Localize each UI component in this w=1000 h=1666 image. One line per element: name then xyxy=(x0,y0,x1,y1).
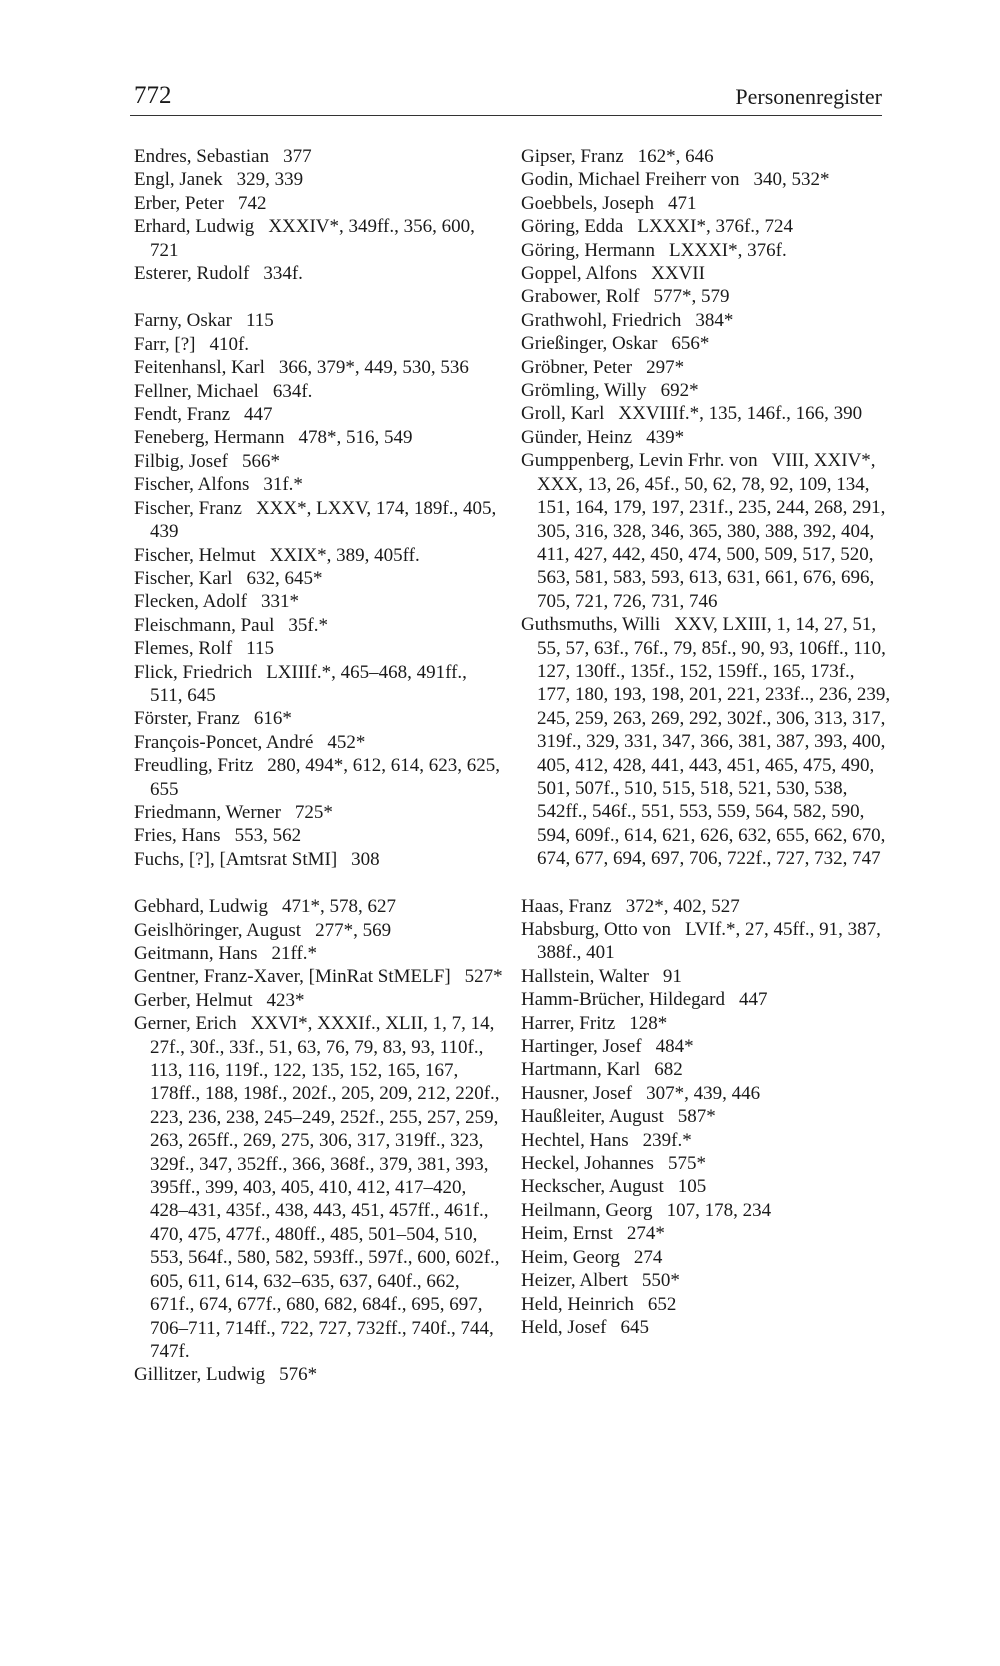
entry-name: Endres, Sebastian xyxy=(134,146,270,167)
index-entry xyxy=(134,707,504,730)
entry-page-refs: 632, 645* xyxy=(246,567,323,589)
index-entry xyxy=(134,309,504,332)
entry-page-refs: 566* xyxy=(241,450,280,472)
index-entry xyxy=(521,1222,891,1245)
index-entry xyxy=(134,942,504,965)
entry-page-refs: XXVI*, XXXIf., XLII, 1, 7, 14, 27f., 30f., 33f., 51, 63, 76, 79, 83, 93, 110f., 113, 116, 119f., 122, 135, 152, 165, 167, 178ff., 188, 198f., 202f., 205, 209, 212, 220f., 223, 236, 238, 245–249, 252f., 255, 257, 259, 263, 265ff., 269, 275, 306, 317, 319ff., 323, 329f., 347, 352ff., 366, 368f., 379, 381, 393, 395ff., 399, 403, 405, 410, 412, 417–420, 428–431, 435f., 438, 443, 451, 457ff., 461f., 470, 475, 477f., 480ff., 485, 501–504, 510, 553, 564f., 580, 582, 593ff., 597f., 600, 602f., 605, 611, 614, 632–635, 637, 640f., 662, 671f., 674, 677f., 680, 682, 684f., 695, 697, 706–711, 714ff., 722, 727, 732ff., 740f., 744, 747f. xyxy=(150,1013,500,1362)
entry-name: Fuchs, [?], [Amtsrat StMI] xyxy=(134,848,338,870)
index-entry xyxy=(521,285,891,308)
entry-page-refs: 587* xyxy=(677,1106,716,1128)
index-entry xyxy=(134,824,504,847)
index-entry xyxy=(521,1012,891,1035)
entry-page-refs: 115 xyxy=(245,310,274,332)
entry-page-refs: 162*, 646 xyxy=(637,146,714,167)
entry-page-refs: 334f. xyxy=(263,263,303,285)
entry-name: Godin, Michael Freiherr von xyxy=(521,169,740,191)
index-entry xyxy=(521,215,891,238)
entry-name: Gillitzer, Ludwig xyxy=(134,1364,266,1386)
entry-page-refs: 307*, 439, 446 xyxy=(646,1082,761,1104)
index-entry xyxy=(134,145,504,168)
entry-name: Erber, Peter xyxy=(134,192,224,214)
entry-page-refs: 308 xyxy=(351,848,380,870)
index-entry xyxy=(521,1129,891,1152)
entry-page-refs: 377 xyxy=(283,146,312,167)
entry-page-refs: 331* xyxy=(260,591,299,613)
entry-page-refs: VIII, XXIV*, XXX, 13, 26, 45f., 50, 62, 78, 92, 109, 134, 151, 164, 179, 197, 231f., 235, 244, 268, 291, 305, 316, 328, 346, 365, 380, 388, 392, 404, 411, 427, 442, 450, 474, 500, 509, 517, 520, 563, 581, 583, 593, 613, 631, 661, 676, 696, 705, 721, 726, 731, 746 xyxy=(537,450,886,612)
entry-name: Freudling, Fritz xyxy=(134,755,254,777)
entry-name: François-Poncet, André xyxy=(134,731,314,753)
entry-name: Hausner, Josef xyxy=(521,1082,633,1104)
index-entry xyxy=(521,1152,891,1175)
entry-page-refs: 478*, 516, 549 xyxy=(298,427,413,449)
index-entry xyxy=(134,989,504,1012)
entry-page-refs: 21ff.* xyxy=(271,943,318,964)
entry-page-refs: 447 xyxy=(244,404,273,426)
entry-page-refs: 577*, 579 xyxy=(653,286,730,308)
entry-name: Gipser, Franz xyxy=(521,146,624,167)
entry-page-refs: 682 xyxy=(654,1059,683,1081)
entry-page-refs: 297* xyxy=(646,356,685,378)
entry-name: Goebbels, Joseph xyxy=(521,192,654,214)
entry-page-refs: 471 xyxy=(667,192,697,214)
index-entry xyxy=(521,356,891,379)
entry-page-refs: 239f.* xyxy=(642,1129,692,1151)
entry-page-refs: 692* xyxy=(660,380,699,402)
entry-name: Fellner, Michael xyxy=(134,380,259,402)
entry-page-refs: 128* xyxy=(629,1012,668,1034)
entry-name: Geislhöringer, August xyxy=(134,919,302,941)
entry-page-refs: 91 xyxy=(662,965,682,987)
entry-page-refs: LXXXI*, 376f., 724 xyxy=(637,216,794,238)
entry-name: Günder, Heinz xyxy=(521,426,633,448)
entry-page-refs: 329, 339 xyxy=(236,169,304,191)
index-entry xyxy=(134,426,504,449)
index-entry xyxy=(134,637,504,660)
index-entry xyxy=(521,965,891,988)
index-entry xyxy=(134,262,504,285)
index-entry xyxy=(134,380,504,403)
entry-name: Habsburg, Otto von xyxy=(521,919,672,940)
entry-name: Göring, Edda xyxy=(521,216,624,238)
entry-name: Geitmann, Hans xyxy=(134,943,258,964)
entry-name: Fries, Hans xyxy=(134,825,221,847)
index-entry xyxy=(521,1105,891,1128)
index-entry xyxy=(134,1012,504,1363)
entry-page-refs: 105 xyxy=(677,1176,707,1198)
index-entry xyxy=(521,1316,891,1339)
entry-page-refs: 274* xyxy=(626,1223,665,1245)
entry-name: Heim, Ernst xyxy=(521,1223,613,1245)
index-entry xyxy=(134,356,504,379)
index-entry xyxy=(134,614,504,637)
index-entry xyxy=(134,567,504,590)
index-entry xyxy=(134,215,504,262)
entry-name: Fischer, Alfons xyxy=(134,474,250,496)
entry-page-refs: 575* xyxy=(667,1153,706,1175)
entry-name: Heizer, Albert xyxy=(521,1270,628,1292)
index-column-right xyxy=(521,145,891,1339)
index-entry xyxy=(134,450,504,473)
entry-page-refs: 277*, 569 xyxy=(315,919,392,941)
entry-name: Flemes, Rolf xyxy=(134,638,233,660)
entry-name: Grathwohl, Friedrich xyxy=(521,309,682,331)
entry-page-refs: 35f.* xyxy=(288,614,328,636)
entry-page-refs: LXXXI*, 376f. xyxy=(669,239,787,261)
index-entry xyxy=(521,918,891,965)
index-entry xyxy=(134,919,504,942)
entry-name: Grömling, Willy xyxy=(521,380,647,402)
entry-page-refs: 447 xyxy=(738,989,768,1011)
index-entry xyxy=(134,168,504,191)
index-entry xyxy=(134,1363,504,1386)
entry-name: Engl, Janek xyxy=(134,169,223,191)
entry-page-refs: 742 xyxy=(237,192,267,214)
letter-group-gap xyxy=(521,871,891,895)
page-header xyxy=(134,80,882,120)
entry-page-refs: 372*, 402, 527 xyxy=(625,895,740,917)
index-entry xyxy=(521,168,891,191)
index-entry xyxy=(134,895,504,918)
entry-page-refs: XXXIV*, 349ff., 356, 600, 721 xyxy=(150,216,475,261)
index-entry xyxy=(521,309,891,332)
entry-page-refs: 280, 494*, 612, 614, 623, 625, 655 xyxy=(150,755,501,800)
index-entry xyxy=(134,965,504,988)
entry-name: Goppel, Alfons xyxy=(521,263,638,285)
entry-page-refs: LXIIIf.*, 465–468, 491ff., 511, 645 xyxy=(150,661,467,706)
entry-name: Heilmann, Georg xyxy=(521,1199,653,1221)
entry-name: Farny, Oskar xyxy=(134,310,232,332)
entry-name: Haas, Franz xyxy=(521,895,612,917)
entry-name: Held, Josef xyxy=(521,1316,607,1338)
letter-group-gap xyxy=(134,285,504,309)
running-title: Personenregister xyxy=(735,84,882,109)
letter-group-gap xyxy=(134,871,504,895)
entry-page-refs: 471*, 578, 627 xyxy=(282,896,397,918)
index-entry xyxy=(521,449,891,613)
entry-page-refs: XXX*, LXXV, 174, 189f., 405, 439 xyxy=(150,497,497,543)
index-entry xyxy=(521,1082,891,1105)
entry-name: Erhard, Ludwig xyxy=(134,216,255,238)
index-entry xyxy=(521,988,891,1011)
entry-name: Fischer, Helmut xyxy=(134,544,256,566)
entry-name: Friedmann, Werner xyxy=(134,801,281,823)
entry-page-refs: XXVII xyxy=(651,263,705,285)
index-entry xyxy=(521,1246,891,1269)
index-entry xyxy=(134,192,504,215)
entry-page-refs: 553, 562 xyxy=(234,825,302,847)
entry-name: Fischer, Franz xyxy=(134,497,242,519)
entry-name: Flecken, Adolf xyxy=(134,591,247,613)
index-entry xyxy=(134,403,504,426)
entry-page-refs: XXIX*, 389, 405ff. xyxy=(269,544,420,566)
entry-page-refs: 274 xyxy=(633,1246,663,1268)
entry-name: Hartmann, Karl xyxy=(521,1059,641,1081)
index-entry xyxy=(521,1175,891,1198)
entry-name: Fleischmann, Paul xyxy=(134,614,275,636)
index-entry xyxy=(521,1293,891,1316)
entry-page-refs: 652 xyxy=(647,1293,677,1315)
entry-name: Groll, Karl xyxy=(521,403,605,425)
entry-name: Göring, Hermann xyxy=(521,239,656,261)
entry-name: Gebhard, Ludwig xyxy=(134,896,269,918)
index-entry xyxy=(521,239,891,262)
index-entry xyxy=(134,590,504,613)
entry-page-refs: 550* xyxy=(641,1270,680,1292)
index-entry xyxy=(134,544,504,567)
entry-page-refs: 634f. xyxy=(272,380,313,402)
index-entry xyxy=(134,497,504,544)
index-entry xyxy=(521,1269,891,1292)
index-entry xyxy=(521,192,891,215)
index-entry xyxy=(521,402,891,425)
entry-name: Heckscher, August xyxy=(521,1176,664,1198)
index-entry xyxy=(134,801,504,824)
index-entry xyxy=(134,731,504,754)
entry-page-refs: XXV, LXIII, 1, 14, 27, 51, 55, 57, 63f., 76f., 79, 85f., 90, 93, 106ff., 110, 127, 130ff., 135f., 152, 159ff., 165, 173f., 177, 180, 193, 198, 201, 221, 233f.., 236, 239, 245, 259, 263, 269, 292, 302f., 306, 313, 317, 319f., 329, 331, 347, 366, 381, 387, 393, 400, 405, 412, 428, 441, 443, 451, 465, 475, 490, 501, 507f., 510, 515, 518, 521, 530, 538, 542ff., 546f., 551, 553, 559, 564, 582, 590, 594, 609f., 614, 621, 626, 632, 655, 662, 670, 674, 677, 694, 697, 706, 722f., 727, 732, 747 xyxy=(537,614,891,870)
entry-name: Feneberg, Hermann xyxy=(134,427,285,449)
entry-page-refs: 645 xyxy=(620,1316,649,1338)
index-entry xyxy=(521,1035,891,1058)
entry-name: Gumppenberg, Levin Frhr. von xyxy=(521,450,758,472)
entry-name: Heim, Georg xyxy=(521,1246,620,1268)
entry-page-refs: 656* xyxy=(671,333,710,355)
entry-name: Harrer, Fritz xyxy=(521,1012,616,1034)
entry-name: Gröbner, Peter xyxy=(521,356,633,378)
entry-page-refs: 576* xyxy=(279,1364,318,1386)
index-entry xyxy=(521,1199,891,1222)
index-entry xyxy=(521,426,891,449)
entry-name: Gerner, Erich xyxy=(134,1013,237,1035)
page-number: 772 xyxy=(134,82,172,109)
entry-name: Fischer, Karl xyxy=(134,567,233,589)
entry-name: Held, Heinrich xyxy=(521,1293,634,1315)
entry-name: Haußleiter, August xyxy=(521,1106,664,1128)
entry-name: Gentner, Franz-Xaver, [MinRat StMELF] xyxy=(134,966,451,988)
entry-name: Farr, [?] xyxy=(134,333,196,355)
entry-name: Grießinger, Oskar xyxy=(521,333,658,355)
entry-name: Heckel, Johannes xyxy=(521,1153,654,1175)
entry-name: Filbig, Josef xyxy=(134,450,228,472)
index-entry xyxy=(521,332,891,355)
entry-name: Hechtel, Hans xyxy=(521,1129,629,1151)
index-entry xyxy=(134,754,504,801)
entry-page-refs: 439* xyxy=(646,426,685,448)
entry-page-refs: LVIf.*, 27, 45ff., 91, 387, 388f., 401 xyxy=(537,919,881,964)
entry-page-refs: 527* xyxy=(464,966,503,988)
entry-name: Hamm-Brücher, Hildegard xyxy=(521,989,725,1011)
entry-page-refs: 725* xyxy=(294,801,333,823)
index-entry xyxy=(521,1058,891,1081)
entry-name: Hallstein, Walter xyxy=(521,965,649,987)
entry-page-refs: 384* xyxy=(695,309,734,331)
entry-name: Förster, Franz xyxy=(134,708,240,730)
entry-name: Fendt, Franz xyxy=(134,404,231,426)
index-column-left xyxy=(134,145,504,1387)
index-entry xyxy=(521,379,891,402)
entry-name: Grabower, Rolf xyxy=(521,286,640,308)
index-entry xyxy=(134,473,504,496)
entry-page-refs: 423* xyxy=(266,989,305,1011)
index-entry xyxy=(134,333,504,356)
entry-page-refs: XXVIIIf.*, 135, 146f., 166, 390 xyxy=(618,403,863,425)
entry-name: Esterer, Rudolf xyxy=(134,263,250,285)
entry-page-refs: 616* xyxy=(253,708,292,730)
entry-name: Feitenhansl, Karl xyxy=(134,357,265,379)
entry-page-refs: 31f.* xyxy=(263,474,303,496)
index-entry xyxy=(521,613,891,870)
entry-name: Gerber, Helmut xyxy=(134,989,253,1011)
entry-page-refs: 484* xyxy=(655,1036,694,1058)
entry-name: Flick, Friedrich xyxy=(134,661,253,683)
entry-page-refs: 107, 178, 234 xyxy=(666,1199,772,1221)
entry-page-refs: 115 xyxy=(246,638,274,660)
entry-page-refs: 366, 379*, 449, 530, 536 xyxy=(278,357,469,379)
entry-page-refs: 452* xyxy=(327,731,366,753)
entry-page-refs: 340, 532* xyxy=(753,169,830,191)
index-entry xyxy=(134,661,504,708)
header-rule xyxy=(130,115,882,116)
entry-page-refs: 410f. xyxy=(209,333,250,355)
index-entry xyxy=(521,895,891,918)
index-entry xyxy=(521,262,891,285)
entry-name: Hartinger, Josef xyxy=(521,1036,642,1058)
entry-name: Guthsmuths, Willi xyxy=(521,614,661,636)
index-entry xyxy=(521,145,891,168)
index-entry xyxy=(134,848,504,871)
